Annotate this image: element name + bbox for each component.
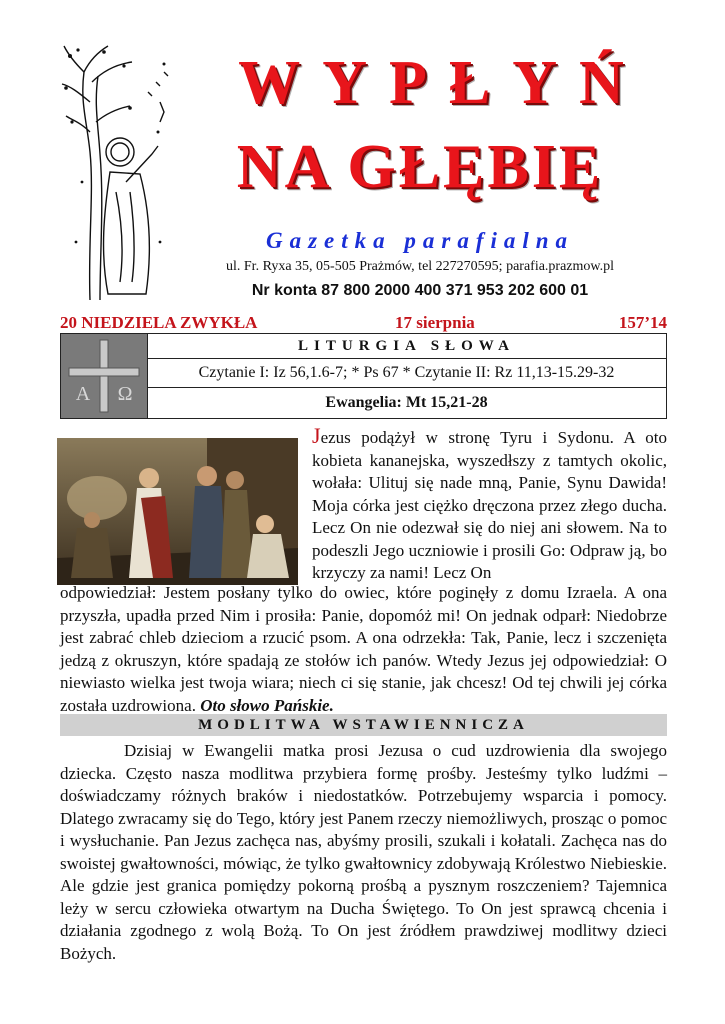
gospel-reference: Ewangelia: Mt 15,21-28 [325,394,488,411]
newsletter-title-line1: WYPŁYŃ [238,49,646,117]
newsletter-subtitle: Gazetka parafialna [265,228,575,253]
gospel-text-top-body: ezus podążył w stronę Tyru i Sydonu. A oto kobieta kananejska, wyszedłszy z tamtych okolic, wołała: Ulituj się nade mną, Panie, Synu Dawida! Moja córka jest ciężko dręczona przez złego ducha. Lecz On nie odezwał się do niej ani słowem. Na to podeszli Jego uczniowie i prosili Go: Odpraw ją, bo krzyczy za nami! Lecz On [312,428,667,582]
liturgy-title: LITURGIA SŁOWA [147,334,666,359]
gospel-dropcap: J [312,423,321,448]
prayer-section-title: MODLITWA WSTAWIENNICZA [60,714,667,736]
gospel-text-top [312,425,667,585]
christ-canaanite-woman-painting [57,438,298,585]
liturgy-readings: Czytanie I: Iz 56,1.6-7; * Ps 67 * Czytanie II: Rz 11,13-15.29-32 [147,359,666,388]
liturgical-sunday: 20 NIEDZIELA ZWYKŁA [60,313,258,332]
prayer-text-body: Dzisiaj w Ewangelii matka prosi Jezusa o cud uzdrowienia dla swojego dziecka. Często nasza modlitwa przybiera formę prośby. Jesteśmy tylko ludźmi – doświadczamy różnych braków i niedostatków. Potrzebujemy wsparcia i pomocy. Dlatego zwracamy się do Tego, który jest Panem rzeczy niemożliwych, prosząc o pomoc i wysłuchanie. Pan Jezus zachęca nas, abyśmy prosili, szukali i kołatali. Zachęca nas do swoistej gwałtowności, mówiąc, że tylko gwałtownicy zdobywają Królestwo Niebieskie. Ale gdzie jest granica pomiędzy pokorną prośbą a pysznym roszczeniem? Tajemnica leży w sercu człowieka otwartym na Ducha Świętego. To On jest sprawcą chcenia i działania zgodnego z wolą Bożą. To On jest źródłem prawdziwej modlitwy dzieci Bożych. [60,741,667,963]
bank-account: Nr konta 87 800 2000 400 371 953 202 600 01 [251,282,589,299]
newsletter-title-line2: NA GŁĘBIĘ [236,133,604,201]
gospel-text-rest [60,582,667,717]
svg-text:A: A [75,383,91,405]
saint-tree-logo-icon [60,42,172,304]
gospel-text-rest-body: odpowiedział: Jestem posłany tylko do owiec, które poginęły z domu Izraela. A ona przyszła, upadła przed Nim i prosiła: Panie, dopomóż mi! On jednak odparł: Niedobrze jest zabrać chleb dzieciom a rzucić psom. A ona odrzekła: Tak, Panie, lecz i szczenięta jedzą z okruszyn, które spadają ze stołów ich panów. Wtedy Jezus jej odpowiedział: O niewiasto wielka jest twoja wiara; niech ci się stanie, jak chcesz! Od tej chwili jej córka została uzdrowiona. [60,583,667,715]
issue-number: 157’14 [618,313,667,332]
issue-date: 17 sierpnia [395,313,475,332]
svg-text:Ω: Ω [117,383,133,405]
alpha-omega-cross-icon [61,334,148,418]
date-bar [60,312,667,332]
liturgy-box [60,333,667,419]
parish-address: ul. Fr. Ryxa 35, 05-505 Prażmów, tel 227270595; parafia.prazmow.pl [226,259,614,274]
gospel-closing: Oto słowo Pańskie. [200,695,334,715]
prayer-text [60,740,667,965]
